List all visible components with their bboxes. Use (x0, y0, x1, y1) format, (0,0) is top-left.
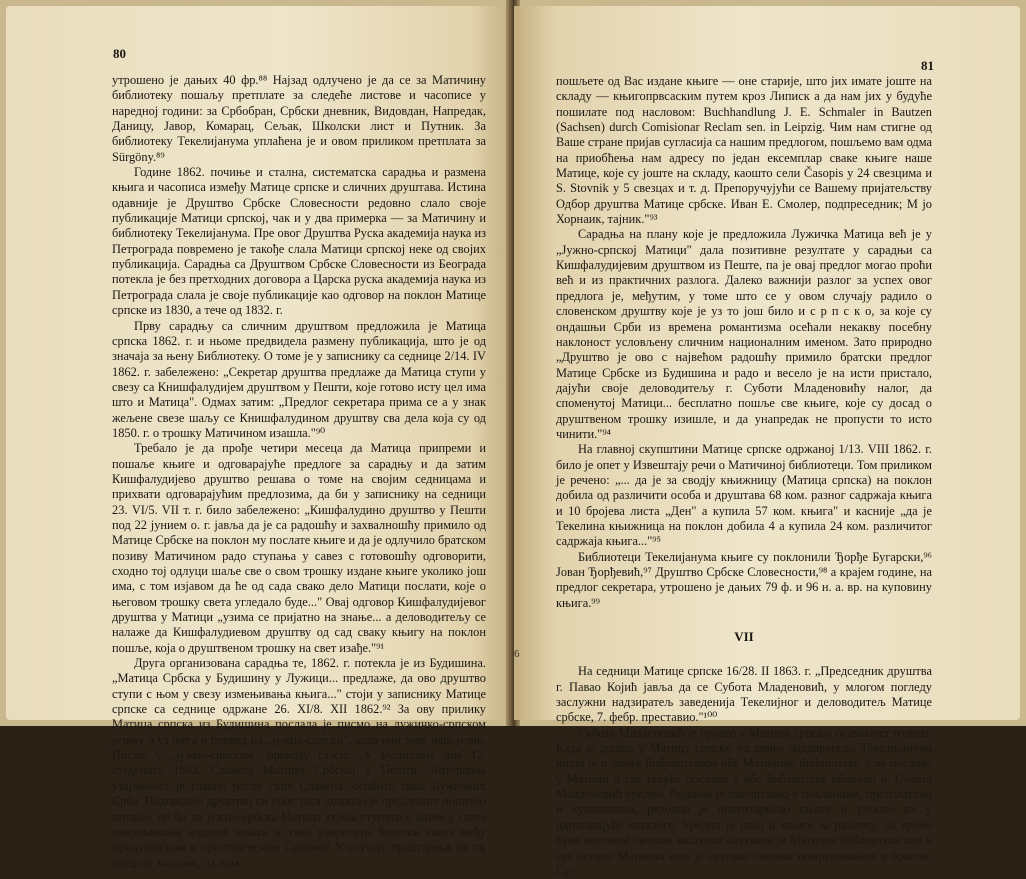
paragraph: утрошено је дањих 40 фр.⁸⁸ Најзад одлучено је да се за Матичину библиотеку пошаљу претплате за следеће листове и часописе у наредној години: за Србобран, Србски дневник, Видовдан, Напредак, Даницу, Јавор, Комарац, Сељак, Школски лист и Путник. За библиотеку Текелијанума уплаћена је и овом приликом претплата за Sürgöny.⁸⁹ (112, 73, 486, 164)
paragraph: Године 1862. почиње и стална, систематска сарадња и размена књига и часописа између Матице српске и сличних друштава. Истина одавније је Друштво Србске Словесности редовно слало своје публикације Матици српској, чак и у два примерка — за Матичину и библиотеку Текелијанума. Пре овог Друштва Руска академија наука из Петрограда повремено је такође слала Матици српској неке од својих публикација. Сарадња са Друштвом Србске Словесности из Београда потекла је без претходних договора а Царска руска академија наука из Петрограда слала је своје публикације као одговор на поклон Матице српске из 1830, а тече од 1832. г. (112, 165, 486, 318)
paragraph: Сарадња на плану које је предложила Лужичка Матица већ је у „Јужно-српској Матици" дала позитивне резултате у сарадњи са Кишфалудијевим друштвом из Пеште, па је овај предлог могао проћи већ и из практичних разлога. Далеко важнији разлог за успех овог предлога је, међутим, у томе што се у овом случају радило о словенском друштву које је уз то још било и с р п с к о, за које су ондашњи Срби из времена романтизма осећали некакву посебну наклоност условљену сличним националним именом. Зато природно „Друштво је ово с највећом радошћу примило братски предлог Матице Србске из Будишина и радо и весело је на исти пристало, дајући своје деловодитељу г. Суботи Младеновићу налог, да споменутој Матици... бесплатно пошље све књиге, које су досад о друштвеном трошку изишле, и да унапредак не пропусти то исто чинити."⁹⁴ (556, 227, 932, 441)
paragraph: Библиотеци Текелијанума књиге су поклонили Ђорђе Бугарски,⁹⁶ Јован Ђорђевић,⁹⁷ Друштво Србске Словесности,⁹⁸ а крајем године, на предлог секретара, утрошено је дањих 79 ф. и 96 н. а. вр. на куповину књига.⁹⁹ (556, 549, 932, 610)
left-page-text (112, 73, 486, 871)
right-page-text (556, 74, 932, 879)
paragraph: На седници Матице српске 16/28. II 1863. г. „Председник друштва г. Павао Којић јавља да се Субота Младеновић, у млогом погледу заслужни надзиратељ заведенија Текелијног и деловодитељ Матице србске, 7. фебр. преставио."¹⁰⁰ (556, 664, 932, 725)
right-page (514, 6, 1020, 878)
right-page-number: 81 (921, 58, 934, 73)
paragraph: На главној скупштини Матице српске одржаној 1/13. VIII 1862. г. било је опет у Извештају речи о Матичиној библиотеци. Том приликом је речено: „... да је за сводју књижницу (Матица српска) на поклон добила од различити особа и друштава 68 ком. разног садржаја књига и 10 бројева листа „Ден" а купила 57 ком. књига" и касније „да је Текелина књижница на поклон добила 4 а купила 24 ком. различитог садржаја књига..."⁹⁵ (556, 442, 932, 549)
paragraph: Субота Младеновић је провео у Матици српској осамнаест година. Када је дошао у Матицу српску, уз звање надзиратеља Текелијанума ишло је и звање библиотекара обе Матичине библиотеке. Све послове у Матици и све текуће послове у обе библиотеке обављао је Субота Младеновић уредно. Редовно је извештавао о поклонима, претплатама и куповинама, редовно је инвентарисао књиге и уносио их у одговарајуће каталоге. Уредно је слао и књиге за размену. За време буне његовом личном заслугом сачувана је Матична библиотека као и све остало Матично што је сачувао личним пожртвовањем и бригом. Су- (556, 725, 932, 878)
paragraph: Прву сарадњу са сличним друштвом предложила је Матица српска 1862. г. и ньоме предвидела размену публикација, што је од значаја за њену Библиотеку. О томе је у записнику са седнице 2/14. IV 1862. г. забележено: „Секретар друштва предлаже да Матица ступи у свезу са Книшфалудијем друштвом у Пешти, које готово исту цел има што и Матица". Одмах затим: „Предлог секретара прима се а у знак жељене свезе шаљу се Книшфалудином друштву сва дела која су од 1850. г. о трошку Матичином изашла."⁹⁰ (112, 318, 486, 440)
left-page (6, 6, 512, 870)
chapter-heading: VII (734, 629, 754, 645)
left-page-number: 80 (113, 46, 126, 61)
paragraph: Требало је да прође четири месеца да Матица припреми и пошаље књиге и одговарајуће предлоге за сарадњу и да затим Кишфалудијево друштво решава о томе на својим седницама и прихвати одговарајућим предлозима, да би у записнику на седници 23. VI/5. VII т. г. било забележено: „Кишфалудино друштво у Пешти под 22 јунием о. г. јавља да је са радошћу и захвалношћу примило од Матице Србске на поклон му послате књиге и да је одлучило братском позиву Матичином радо ступања у савез с готовошћу одговорити, сходно тој одлуци шаље све о свом трошку издане књиге уколико још има, с том изјавом да ће од сада свако дело Матици послати, које о његовом трошку света угледало буде..." Овај одговор Кишфалудијевог друштва у Матици „узима се пријатно на знање... а деловодитељу се налаже да Кишфалудиевом друштву од сад сваку књигу на поклон пошље, која о друштвеном трошку на свет изађе."⁹¹ (112, 441, 486, 655)
paragraph: Друга организована сарадња те, 1862. г. потекла је из Будишина. „Матица Србска у Будишину у Лужици... предлаже, да ово друштво ступи с њом у свезу измењивања књига..." стоји у записнику Матице српске са седнице одржане 26. XI/8. XII 1862.⁹² За ову прилику Матица српска из Будишина послала је писмо на лужичко-српском језику а уз њега и превод на „јужно-српски", како они зову наш језик. Писмо у „јужно-српском" преводу гласи: „У Будишину дне 12. студенога 1862. Славној Матици Србској у Пешти. Литерарна узајамност је главно ресло свих Славена, особито пако Лужичких Срба. Подписано друштво си обог тога дозвољује предложит понизно питање, не би ли јужно-србска Матица хтјела ступити с њиме у савез измјењивања издатих књига и тако учврстити братски савез међу придунајским и приспрјенским Србима? У случају пристајања на тај предлог молимо, да нам (112, 656, 486, 870)
paragraph: пошљете од Вас издане књиге — оне старије, што јих имате јоште на складу — књигопрвсаским путем кроз Липиск а да нам јих у будуће пошилате под насловом: Buchhandlung J. E. Schmaler in Bautzen (Sachsen) durch Comisionar Reclam sen. in Leipzig. Чим нам стигне од Ваше стране пријав сугласија са нашим предлогом, пошљемо вам одма на приобћења нам адресу по један ексемплар сваке књиге наше Матице, које су јоште на складу, каошто сели Časopis у 24 свезцима и S. Stovnik у 5 свезцах и т. д. Препоручујући се Вашему пријатељству Одбор друштва Матице србске. Иван Е. Смолер, подпреседник; М јо Хорнаик, тајник."⁹³ (556, 74, 932, 227)
margin-mark: 6 (514, 648, 520, 660)
